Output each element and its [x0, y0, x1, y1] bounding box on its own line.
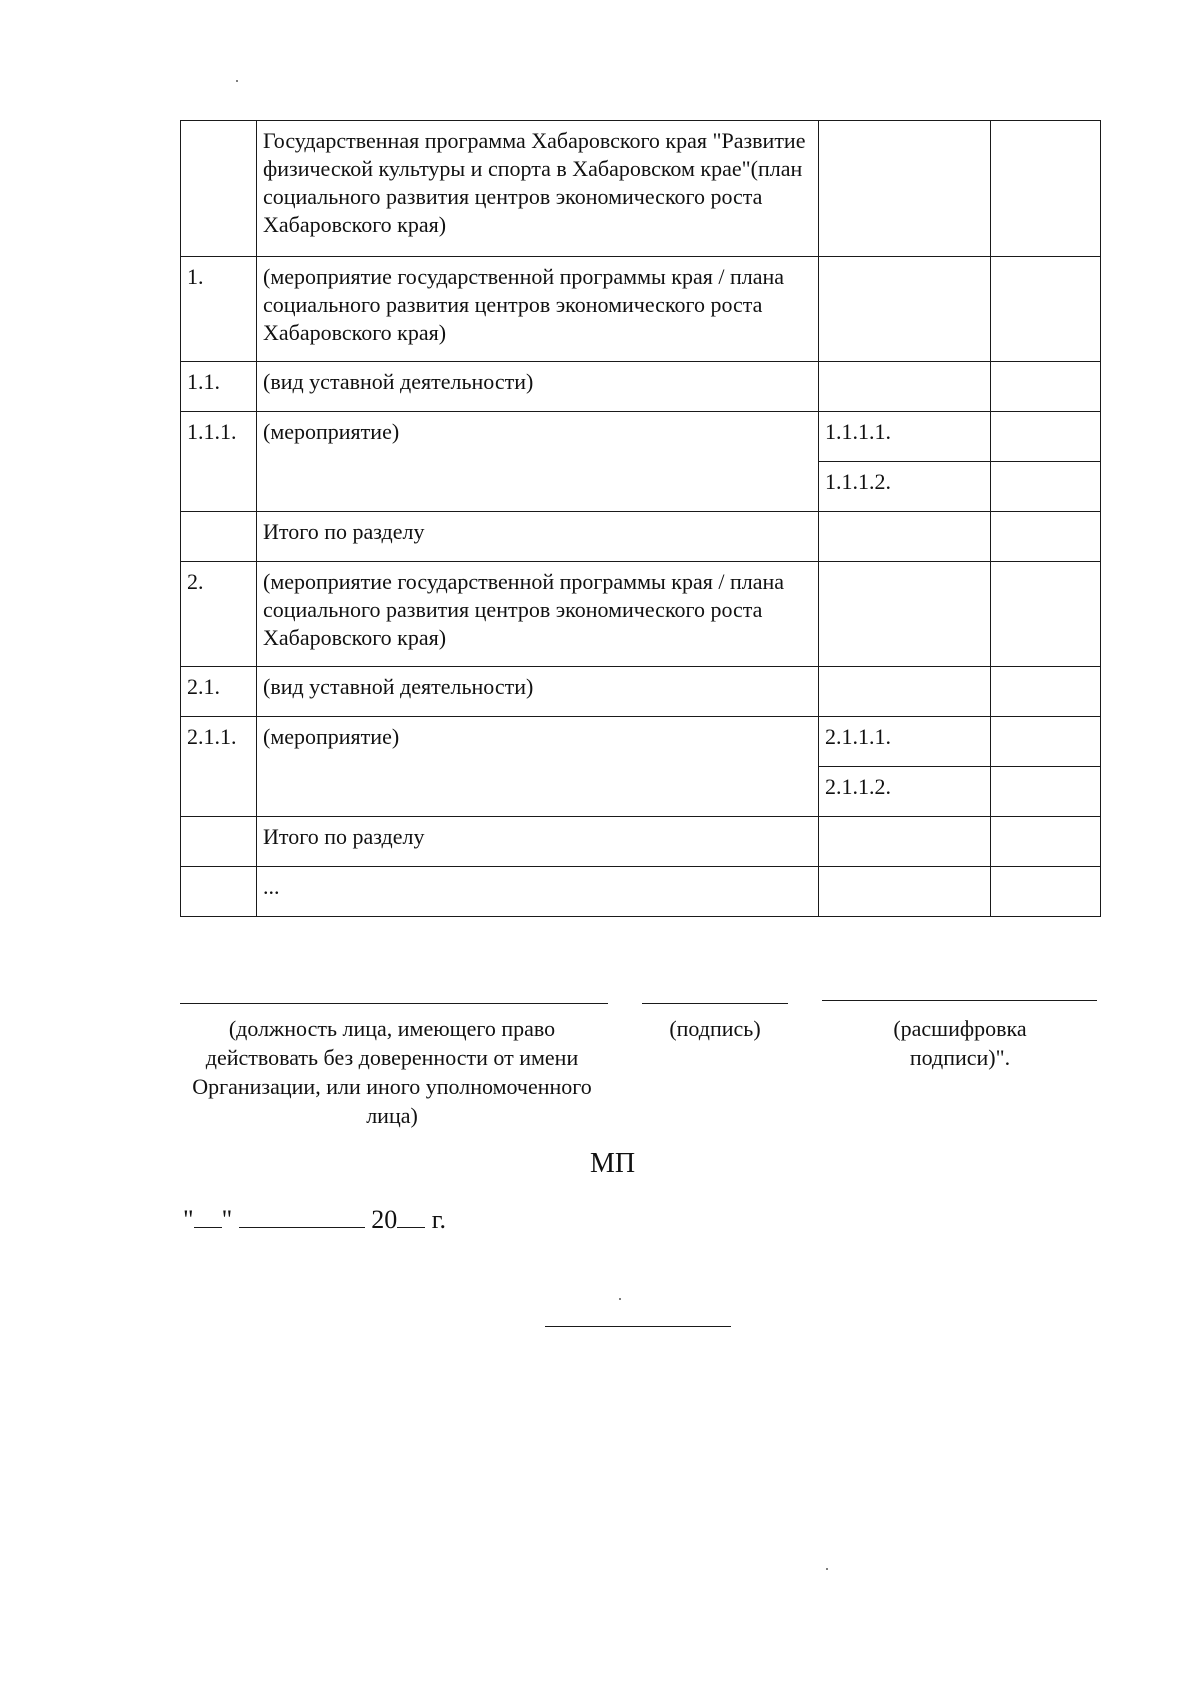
day-blank	[194, 1226, 222, 1228]
cell-code	[819, 667, 991, 717]
cell-description: (мероприятие)	[257, 717, 819, 817]
decoding-signature-line	[822, 1000, 1097, 1001]
cell-number: 1.	[181, 257, 257, 362]
signature-caption: (подпись)	[669, 1016, 761, 1041]
stamp-label: МП	[590, 1148, 636, 1179]
cell-code	[819, 562, 991, 667]
table-row	[181, 667, 1101, 717]
decoding-caption: (расшифровка подписи)".	[893, 1016, 1027, 1070]
cell-extra	[991, 257, 1101, 362]
cell-description: Государственная программа Хабаровского края "Развитие физической культуры и спорта в Хабаровском крае"(план социального развития центров экономического роста Хабаровского края)	[257, 121, 819, 257]
scan-speck	[619, 1298, 621, 1300]
table-row	[181, 362, 1101, 412]
table-row	[181, 412, 1101, 462]
cell-extra	[991, 767, 1101, 817]
year-prefix: 20	[371, 1205, 398, 1234]
cell-number: 1.1.1.	[181, 412, 257, 512]
cell-description: (вид уставной деятельности)	[257, 362, 819, 412]
cell-code	[819, 257, 991, 362]
scan-speck	[826, 1568, 828, 1570]
cell-extra	[991, 412, 1101, 462]
table-row	[181, 512, 1101, 562]
cell-number: 1.1.	[181, 362, 257, 412]
cell-description: (мероприятие)	[257, 412, 819, 512]
cell-code	[819, 121, 991, 257]
cell-extra	[991, 667, 1101, 717]
table-row	[181, 717, 1101, 767]
position-caption: (должность лица, имеющего право действовать без доверенности от имени Организации, или иного уполномоченного лица)	[192, 1016, 592, 1128]
cell-code	[819, 362, 991, 412]
cell-description: Итого по разделу	[257, 512, 819, 562]
month-blank	[239, 1226, 365, 1228]
cell-number	[181, 817, 257, 867]
cell-code	[819, 867, 991, 917]
table-row	[181, 121, 1101, 257]
scan-speck	[236, 80, 238, 82]
position-signature-line	[180, 1003, 608, 1004]
cell-extra	[991, 817, 1101, 867]
cell-code: 1.1.1.1.	[819, 412, 991, 462]
table-row	[181, 562, 1101, 667]
date-close-quote: "	[221, 1205, 233, 1234]
cell-code	[819, 512, 991, 562]
cell-extra	[991, 462, 1101, 512]
cell-description: (мероприятие государственной программы края / плана социального развития центров экономического роста Хабаровского края)	[257, 562, 819, 667]
cell-code	[819, 817, 991, 867]
cell-extra	[991, 512, 1101, 562]
cell-code: 1.1.1.2.	[819, 462, 991, 512]
cell-description: Итого по разделу	[257, 817, 819, 867]
year-blank	[397, 1226, 425, 1228]
year-suffix: г.	[431, 1205, 446, 1234]
date-line	[183, 1205, 446, 1235]
end-separator-line	[545, 1326, 731, 1327]
table-row	[181, 257, 1101, 362]
signature-line	[642, 1003, 788, 1004]
table-row	[181, 867, 1101, 917]
cell-extra	[991, 562, 1101, 667]
cell-number: 2.1.	[181, 667, 257, 717]
cell-code: 2.1.1.1.	[819, 717, 991, 767]
cell-number	[181, 121, 257, 257]
cell-extra	[991, 121, 1101, 257]
cell-number: 2.1.1.	[181, 717, 257, 817]
cell-code: 2.1.1.2.	[819, 767, 991, 817]
cell-extra	[991, 717, 1101, 767]
cell-extra	[991, 362, 1101, 412]
date-open-quote: "	[183, 1205, 194, 1234]
cell-extra	[991, 867, 1101, 917]
table-row	[181, 817, 1101, 867]
cell-description: (вид уставной деятельности)	[257, 667, 819, 717]
cell-number	[181, 867, 257, 917]
cell-description: ...	[257, 867, 819, 917]
program-table	[180, 120, 1101, 917]
cell-number: 2.	[181, 562, 257, 667]
cell-description: (мероприятие государственной программы края / плана социального развития центров экономического роста Хабаровского края)	[257, 257, 819, 362]
cell-number	[181, 512, 257, 562]
